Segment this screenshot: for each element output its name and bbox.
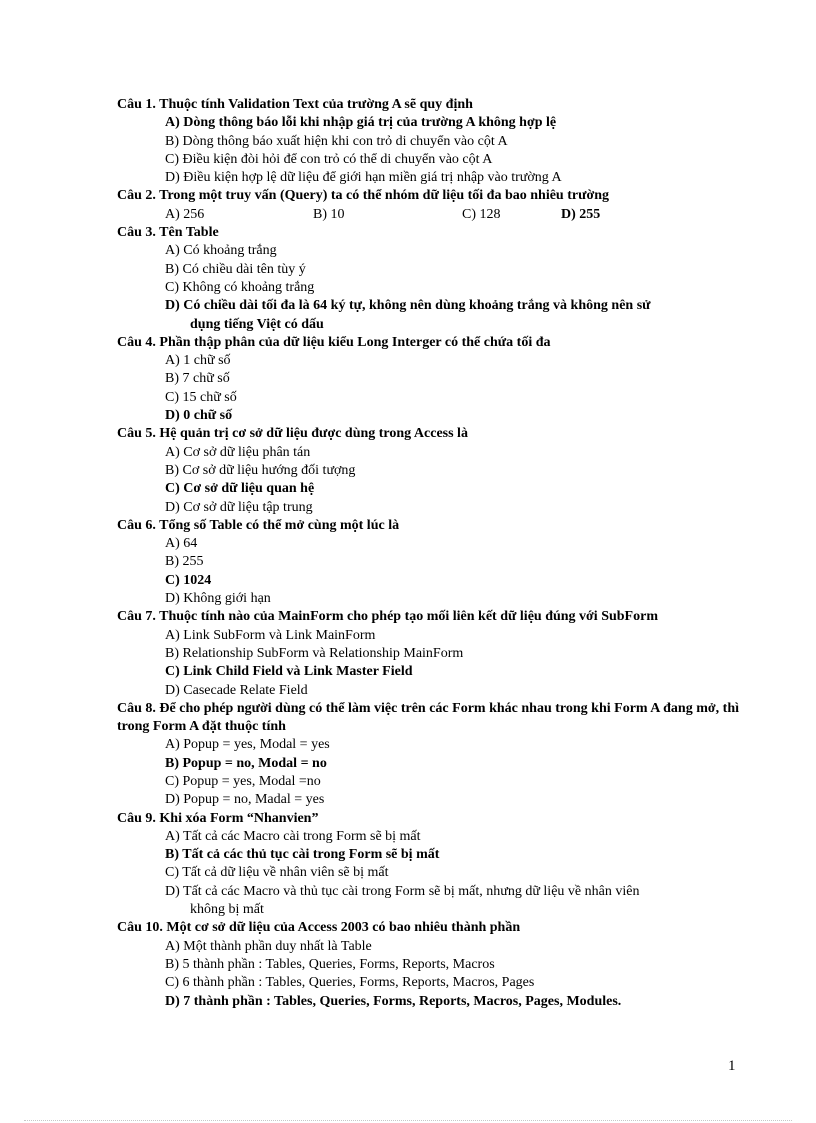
answer-option bbox=[117, 444, 739, 462]
answer-option bbox=[117, 590, 739, 608]
answer-option-text: A) 64 bbox=[165, 536, 198, 552]
answer-option bbox=[117, 261, 739, 279]
answer-option bbox=[117, 627, 739, 645]
question-stem: Câu 7. Thuộc tính nào của MainForm cho phép tạo mối liên kết dữ liệu đúng với SubForm bbox=[117, 609, 658, 625]
answer-option bbox=[117, 773, 739, 791]
answer-option bbox=[117, 151, 739, 169]
answer-option bbox=[117, 114, 739, 132]
answer-option bbox=[117, 846, 739, 864]
answer-option-text: C) Cơ sở dữ liệu quan hệ bbox=[165, 481, 315, 497]
answer-option bbox=[117, 791, 739, 809]
answer-option-text: D) Casecade Relate Field bbox=[165, 682, 308, 698]
answer-option-text: C) 1024 bbox=[165, 572, 212, 588]
answer-option-text: D) 0 chữ số bbox=[165, 408, 233, 424]
quiz-content bbox=[117, 96, 739, 1011]
question-stem: Câu 2. Trong một truy vấn (Query) ta có thể nhóm dữ liệu tối đa bao nhiêu trường bbox=[117, 188, 610, 204]
answer-option bbox=[117, 499, 739, 517]
answer-option-text: A) Có khoảng trắng bbox=[165, 243, 277, 259]
answer-option bbox=[117, 828, 739, 846]
answer-option-text: A) Popup = yes, Modal = yes bbox=[165, 737, 330, 753]
answer-option bbox=[117, 352, 739, 370]
answer-option: A) 256 bbox=[165, 206, 205, 222]
answer-option bbox=[117, 535, 739, 553]
answer-option-text: D) Điều kiện hợp lệ dữ liệu để giới hạn miền giá trị nhập vào trường A bbox=[165, 170, 562, 186]
answer-option bbox=[117, 370, 739, 388]
question-stem: Câu 8. Để cho phép người dùng có thể làm việc trên các Form khác nhau trong khi Form A đang mở, thì trong Form A đặt thuộc tính bbox=[117, 700, 739, 735]
answer-option-text: C) Không có khoảng trắng bbox=[165, 279, 315, 295]
answer-option bbox=[117, 883, 739, 920]
answer-option-text: B) 7 chữ số bbox=[165, 371, 230, 387]
answer-option-text: B) Cơ sở dữ liệu hướng đối tượng bbox=[165, 462, 356, 478]
answer-option: C) 128 bbox=[462, 206, 501, 222]
answer-option-text: D) Popup = no, Madal = yes bbox=[165, 792, 325, 808]
answer-option bbox=[117, 974, 739, 992]
question-stem: Câu 10. Một cơ sở dữ liệu của Access 2003 có bao nhiêu thành phần bbox=[117, 920, 521, 936]
answer-option-text: C) Link Child Field và Link Master Field bbox=[165, 664, 413, 680]
answer-option-text: B) 255 bbox=[165, 554, 204, 570]
question-stem: Câu 6. Tổng số Table có thể mở cùng một lúc là bbox=[117, 517, 400, 533]
answer-option bbox=[117, 133, 739, 151]
answer-option-text: D) Không giới hạn bbox=[165, 591, 271, 607]
page-number: 1 bbox=[728, 1058, 736, 1074]
answer-option bbox=[117, 956, 739, 974]
answer-option bbox=[117, 407, 739, 425]
answer-option-text: D) Tất cả các Macro và thủ tục cài trong Form sẽ bị mất, nhưng dữ liệu về nhân viên bbox=[165, 883, 640, 899]
answer-option-text: D) 7 thành phần : Tables, Queries, Forms, Reports, Macros, Pages, Modules. bbox=[165, 993, 622, 1009]
answer-option bbox=[117, 462, 739, 480]
question-stem: Câu 4. Phần thập phân của dữ liệu kiểu Long Interger có thể chứa tối đa bbox=[117, 334, 551, 350]
answer-option bbox=[117, 645, 739, 663]
answer-option-text: A) Cơ sở dữ liệu phân tán bbox=[165, 444, 311, 460]
answer-option bbox=[117, 736, 739, 754]
answer-option-text: C) Popup = yes, Modal =no bbox=[165, 773, 321, 789]
answer-option: B) 10 bbox=[313, 206, 345, 222]
answer-option-text: C) 15 chữ số bbox=[165, 389, 237, 405]
answer-option bbox=[117, 389, 739, 407]
answer-option bbox=[117, 169, 739, 187]
answer-option-continuation: không bị mất bbox=[190, 902, 264, 918]
answer-option-text: D) Có chiều dài tối đa là 64 ký tự, không nên dùng khoảng trắng và không nên sử bbox=[165, 298, 651, 314]
question-stem: Câu 3. Tên Table bbox=[117, 225, 219, 241]
answer-option bbox=[117, 755, 739, 773]
question-stem: Câu 1. Thuộc tính Validation Text của trường A sẽ quy định bbox=[117, 97, 473, 112]
answer-option-text: B) Tất cả các thủ tục cài trong Form sẽ bị mất bbox=[165, 847, 440, 863]
answer-row bbox=[117, 206, 739, 224]
answer-option-text: B) Relationship SubForm và Relationship MainForm bbox=[165, 645, 464, 661]
answer-option bbox=[117, 480, 739, 498]
answer-option-text: C) Điều kiện đòi hỏi để con trỏ có thể di chuyển vào cột A bbox=[165, 151, 493, 167]
answer-option bbox=[117, 993, 739, 1011]
answer-option-text: C) 6 thành phần : Tables, Queries, Forms, Reports, Macros, Pages bbox=[165, 975, 535, 991]
answer-option-text: A) 1 chữ số bbox=[165, 353, 231, 369]
answer-option-text: A) Dòng thông báo lỗi khi nhập giá trị của trường A không hợp lệ bbox=[165, 115, 557, 131]
answer-option-text: B) Dòng thông báo xuất hiện khi con trỏ di chuyển vào cột A bbox=[165, 133, 508, 149]
answer-option-text: B) 5 thành phần : Tables, Queries, Forms, Reports, Macros bbox=[165, 956, 495, 972]
answer-option-text: B) Có chiều dài tên tùy ý bbox=[165, 261, 306, 277]
question-stem: Câu 5. Hệ quản trị cơ sở dữ liệu được dùng trong Access là bbox=[117, 426, 468, 442]
answer-option bbox=[117, 864, 739, 882]
question-stem: Câu 9. Khi xóa Form “Nhanvien” bbox=[117, 810, 319, 826]
answer-option-continuation: dụng tiếng Việt có dấu bbox=[190, 316, 324, 332]
answer-option-text: C) Tất cả dữ liệu về nhân viên sẽ bị mất bbox=[165, 865, 389, 881]
answer-option bbox=[117, 572, 739, 590]
answer-option bbox=[117, 938, 739, 956]
answer-option-text: D) Cơ sở dữ liệu tập trung bbox=[165, 499, 313, 515]
answer-option-text: A) Một thành phần duy nhất là Table bbox=[165, 938, 372, 954]
answer-option-text: A) Tất cả các Macro cài trong Form sẽ bị mất bbox=[165, 828, 421, 844]
answer-option bbox=[117, 297, 739, 334]
answer-option bbox=[117, 279, 739, 297]
answer-option: D) 255 bbox=[561, 206, 601, 222]
answer-option bbox=[117, 553, 739, 571]
answer-option bbox=[117, 682, 739, 700]
page-bottom-rule bbox=[24, 1120, 792, 1121]
answer-option bbox=[117, 663, 739, 681]
answer-option-text: B) Popup = no, Modal = no bbox=[165, 755, 327, 771]
answer-option-text: A) Link SubForm và Link MainForm bbox=[165, 627, 376, 643]
answer-option bbox=[117, 242, 739, 260]
